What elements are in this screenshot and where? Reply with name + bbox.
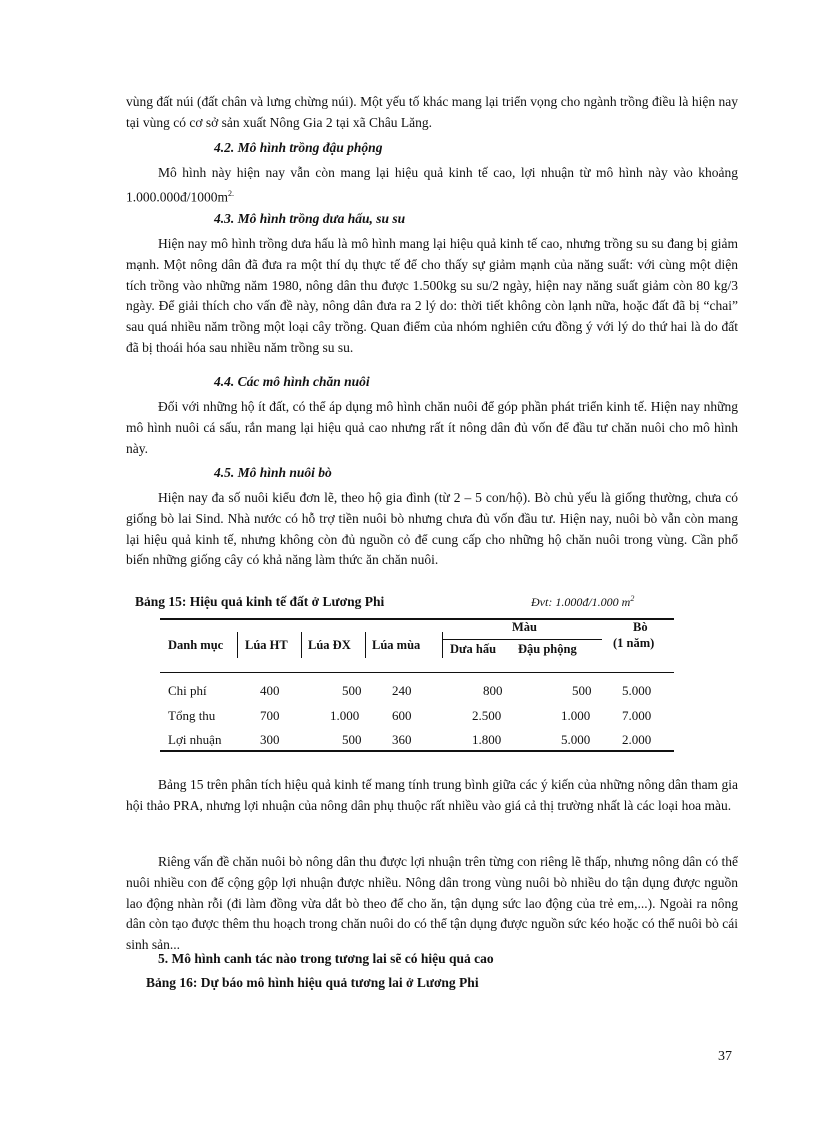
table-cell: 500 [342, 732, 362, 747]
mau-subheader-rule [442, 639, 602, 640]
paragraph-4-2-text: Mô hình này hiện nay vẫn còn mang lại hiệu quả kinh tế cao, lợi nhuận từ mô hình này vào khoảng 1.000.000đ/1000m [126, 165, 738, 205]
table-cell: 700 [260, 708, 280, 723]
heading-4-2: 4.2. Mô hình trồng đậu phộng [214, 140, 383, 155]
col-divider [301, 632, 302, 658]
heading-4-3: 4.3. Mô hình trồng dưa hấu, su su [214, 211, 406, 226]
header-mau: Màu [512, 620, 537, 634]
table-cell: 1.000 [561, 708, 591, 723]
table-15 [160, 618, 674, 752]
table-cell: 2.000 [622, 732, 652, 747]
header-dua-hau: Dưa hấu [450, 642, 497, 656]
table-cell: 7.000 [622, 708, 652, 723]
table-cell: 1.000 [330, 708, 360, 723]
paragraph-table-analysis: Bảng 15 trên phân tích hiệu quả kinh tế mang tính trung bình giữa các ý kiến của những nông dân tham gia hội thảo PRA, nhưng lợi nhuận của nông dân phụ thuộc rất nhiều vào giá cả thị trường nhất là các loại hoa màu. [126, 777, 738, 813]
superscript-2: 2. [228, 188, 235, 198]
table-cell: 360 [392, 732, 412, 747]
header-bo: Bò [633, 620, 648, 634]
table-cell: 500 [342, 683, 362, 698]
table-cell: 300 [260, 732, 280, 747]
header-danh-muc: Danh mục [168, 638, 224, 652]
paragraph-cattle: Riêng vấn đề chăn nuôi bò nông dân thu được lợi nhuận trên từng con riêng lẽ thấp, nhưng nông dân có thể nuôi nhiều con để cộng gộp lợi nhuận được nhiều. Nông dân trong vùng nuôi bò nhiều do tận dụng được nguồn lao động nhàn rỗi (đi làm đồng vừa dắt bò theo để cho ăn, tận dụng sức lao động của trẻ em,...). Ngoài ra nông dân còn tạo được thêm thu hoạch trong chăn nuôi do có thể tận dụng được nguồn sức kéo hoặc có thể nuôi bò cái sinh sản... [126, 854, 738, 953]
paragraph-4-5: Hiện nay đa số nuôi kiểu đơn lẽ, theo hộ gia đình (từ 2 – 5 con/hộ). Bò chủ yếu là giống thường, chưa có giống bò lai Sind. Nhà nước có hỗ trợ tiền nuôi bò nhưng chưa đủ vốn đầu tư. Hiện nay, nuôi bò vẫn còn mang lại hiệu quả kinh tế, nhưng không còn đủ nguồn cỏ để cung cấp cho những hộ chăn nuôi trong vùng. Cần phổ biến những giống cây có khả năng làm thức ăn chăn nuôi. [126, 490, 738, 568]
table-cell: 5.000 [622, 683, 652, 698]
heading-4-5: 4.5. Mô hình nuôi bò [214, 465, 332, 480]
table-16-label: Bảng 16 [146, 975, 193, 990]
header-lua-ht: Lúa HT [245, 638, 288, 652]
table-16-title: : Dự báo mô hình hiệu quả tương lai ở Lương Phi [192, 975, 479, 990]
table-cell: 600 [392, 708, 412, 723]
table-cell: 500 [572, 683, 592, 698]
paragraph-intro: vùng đất núi (đất chân và lưng chừng núi). Một yếu tố khác mang lại triển vọng cho ngành trồng điều là hiện nay tại vùng có cơ sở sản xuất Nông Gia 2 tại xã Châu Lăng. [126, 94, 738, 130]
table-16-caption [146, 975, 479, 991]
row-label-tong-thu: Tổng thu [168, 708, 216, 723]
row-label-loi-nhuan: Lợi nhuận [168, 732, 222, 747]
page-number: 37 [718, 1049, 732, 1064]
table-bottom-rule [160, 750, 674, 752]
unit-superscript: 2 [630, 594, 635, 603]
paragraph-4-3: Hiện nay mô hình trồng dưa hấu là mô hình mang lại hiệu quả kinh tế cao, nhưng trồng su su đang bị giảm mạnh. Một nông dân đã đưa ra một thí dụ thực tế để cho thấy sự giảm mạnh của năng suất: với cùng một diện tích trồng vào những năm 1980, nông dân thu được 1.500kg su su/2 ngày, hiện nay năng suất giảm còn 80 kg/3 ngày. Để giải thích cho vấn đề này, nông dân đưa ra 2 lý do: thời tiết không còn lạnh nữa, hoặc đất đã bị “chai” sau quá nhiều năm trồng một loại cây trồng. Quan điểm của nhóm nghiên cứu đồng ý với lý do thứ hai là do đất đã bị thoái hóa sau nhiều năm trồng su su. [126, 236, 738, 355]
header-dau-phong: Đậu phộng [518, 642, 577, 656]
header-lua-dx: Lúa ĐX [308, 638, 351, 652]
table-cell: 2.500 [472, 708, 502, 723]
row-label-chi-phi: Chi phí [168, 683, 207, 698]
table-15-unit [531, 594, 634, 610]
heading-5: 5. Mô hình canh tác nào trong tương lai sẽ có hiệu quả cao [158, 951, 494, 966]
table-cell: 240 [392, 683, 412, 698]
heading-4-4: 4.4. Các mô hình chăn nuôi [214, 374, 370, 389]
table-cell: 1.800 [472, 732, 502, 747]
table-cell: 800 [483, 683, 503, 698]
table-top-rule [160, 618, 674, 620]
header-bo-sub: (1 năm) [613, 636, 655, 650]
table-cell: 5.000 [561, 732, 591, 747]
table-15-caption: Bảng 15: Hiệu quả kinh tế đất ở Lương Phi [135, 594, 385, 609]
header-lua-mua: Lúa mùa [372, 638, 421, 652]
table-header-rule [160, 672, 674, 673]
col-divider [365, 632, 366, 658]
paragraph-4-4: Đối với những hộ ít đất, có thể áp dụng mô hình chăn nuôi để góp phần phát triển kinh tế. Hiện nay những mô hình nuôi cá sấu, rắn mang lại hiệu quả cao nhưng rất ít nông dân đủ vốn để đầu tư chăn nuôi cho mô hình này. [126, 399, 738, 456]
col-divider [442, 632, 443, 658]
table-cell: 400 [260, 683, 280, 698]
unit-text: Đvt: 1.000đ/1.000 m [531, 595, 631, 609]
paragraph-4-2 [126, 163, 738, 208]
col-divider [237, 632, 238, 658]
